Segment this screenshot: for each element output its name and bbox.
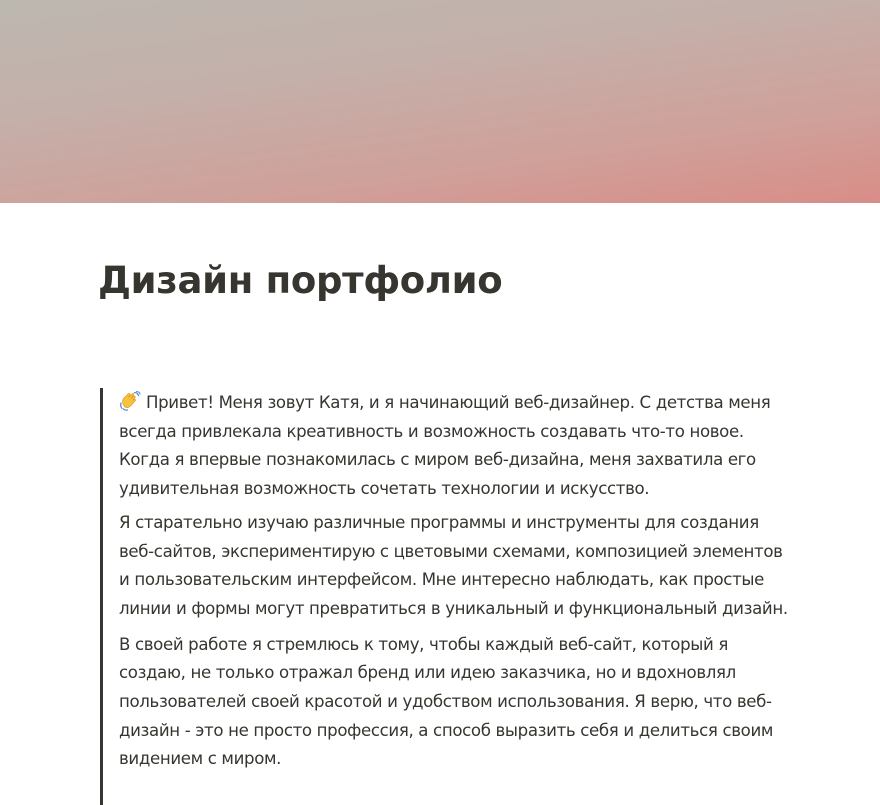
waving-hand-icon xyxy=(119,391,141,411)
page-cover-image[interactable] xyxy=(0,0,880,203)
quote-block[interactable] xyxy=(100,388,790,805)
quote-text: Привет! Меня зовут Катя, и я начинающий веб-дизайнер. С детства меня всегда привлекала креативность и возможность создавать что-то новое. Когда я впервые познакомилась с миром веб-дизайна, меня захватила его удивительная возможность сочетать технологии и искусство. xyxy=(119,393,771,499)
quote-paragraph-goals: В своей работе я стремлюсь к тому, чтобы каждый веб-сайт, который я создаю, не только отражал бренд или идею заказчика, но и вдохновлял пользователей своей красотой и удобством использования. Я верю, что веб-дизайн - это не просто профессия, а способ выразить себя и делиться своим видением с миром. xyxy=(119,634,774,769)
quote-paragraph-skills: Я старательно изучаю различные программы и инструменты для создания веб-сайтов, экспериментирую с цветовыми схемами, композицией элементов и пользовательским интерфейсом. Мне интересно наблюдать, как простые линии и формы могут превратиться в уникальный и функциональный дизайн. xyxy=(119,512,788,618)
page-title[interactable]: Дизайн портфолио xyxy=(98,259,503,302)
quote-paragraph-intro xyxy=(119,389,790,504)
